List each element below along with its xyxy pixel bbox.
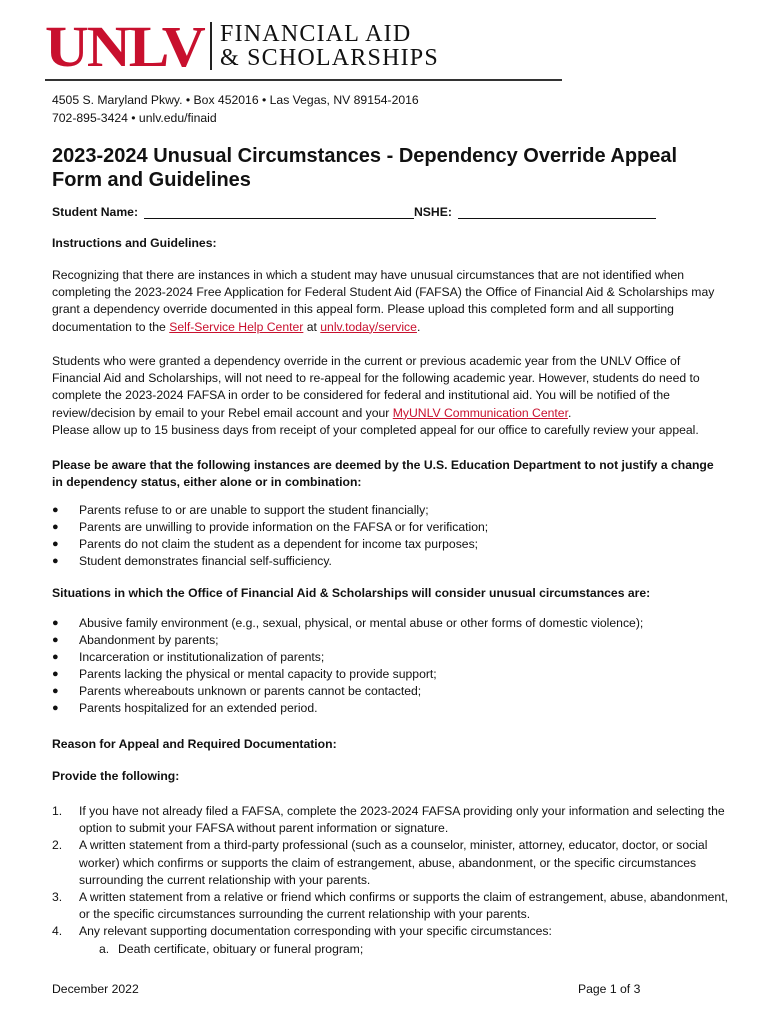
consider-list [52,615,732,717]
substep-item [52,941,732,958]
list-item [52,536,732,553]
student-name-field[interactable] [144,208,414,219]
service-url-link[interactable]: unlv.today/service [320,319,417,334]
instructions-heading: Instructions and Guidelines: [52,236,217,250]
logo-text [220,22,439,70]
student-name-label: Student Name: [52,205,138,219]
step-number: 4. [52,924,63,939]
bullet-glyph: ● [52,668,59,680]
override-paragraph [52,353,724,439]
list-item-text: Student demonstrates financial self-sufficiency. [79,554,332,568]
list-item [52,519,732,536]
provide-heading: Provide the following: [52,769,180,783]
list-item-text: Parents hospitalized for an extended period. [79,701,318,715]
list-item [52,700,732,717]
bullet-glyph: ● [52,555,59,567]
header-rule [45,79,562,81]
step-text: A written statement from a relative or friend which confirms or supports the claim of estrangement, abuse, abandonment, or the specific circumstances surrounding the current relationship with your parents. [79,890,728,922]
bullet-glyph: ● [52,617,59,629]
bullet-glyph: ● [52,634,59,646]
bullet-glyph: ● [52,504,59,516]
nshe-field[interactable] [458,208,656,219]
intro-text: Recognizing that there are instances in which a student may have unusual circumstances that are not identified when completing the 2023-2024 Free Application for Federal Student Aid (FAFSA) the Office of Financial Aid & Scholarships may grant a dependency override documented in this appeal form. Please upload this completed form and all supporting documentation to the [52,268,715,334]
student-info-row [52,205,656,219]
logo-mark: UNLV [45,14,204,79]
address-line: 4505 S. Maryland Pkwy. • Box 452016 • Las Vegas, NV 89154-2016 [52,93,419,107]
list-item [52,632,732,649]
step-item [52,837,732,889]
substep-letter: a. [99,941,110,956]
list-item-text: Parents are unwilling to provide information on the FAFSA or for verification; [79,520,489,534]
override-text: Students who were granted a dependency override in the current or previous academic year from the UNLV Office of Financial Aid and Scholarships, will not need to re-appeal for the following academic year. However, students do need to complete the 2023-2024 FAFSA in order to be considered for federal and institutional aid. You will be notified of the review/decision by email to your Rebel email account and your [52,354,700,420]
step-item [52,923,732,940]
list-item-text: Parents do not claim the student as a dependent for income tax purposes; [79,537,479,551]
reason-heading: Reason for Appeal and Required Documentation: [52,737,337,751]
review-time-text: Please allow up to 15 business days from receipt of your completed appeal for our office to carefully review your appeal. [52,422,699,437]
step-number: 1. [52,804,63,818]
contact-line: 702-895-3424 • unlv.edu/finaid [52,111,217,125]
step-text: Any relevant supporting documentation corresponding with your specific circumstances: [79,924,552,939]
list-item-text: Abandonment by parents; [79,633,219,647]
list-item [52,683,732,700]
self-service-link[interactable]: Self-Service Help Center [169,319,304,334]
logo-line-1: FINANCIAL AID [220,21,412,47]
list-item-text: Incarceration or institutionalization of parents; [79,650,325,664]
footer-page-number: Page 1 of 3 [578,982,641,996]
step-number: 2. [52,838,63,853]
intro-paragraph [52,267,724,336]
list-item-text: Parents refuse to or are unable to support the student financially; [79,503,429,517]
page-title: 2023-2024 Unusual Circumstances - Dependency Override Appeal Form and Guidelines [52,145,678,191]
step-text: If you have not already filed a FAFSA, complete the 2023-2024 FAFSA providing only your information and selecting the option to submit your FAFSA without parent information or signature. [79,804,725,836]
logo-divider [210,22,212,70]
list-item [52,666,732,683]
footer-date: December 2022 [52,982,139,996]
list-item [52,502,732,519]
consider-heading: Situations in which the Office of Financial Aid & Scholarships will consider unusual circumstances are: [52,586,651,600]
step-item [52,889,732,923]
list-item [52,553,732,570]
logo-line-2: & SCHOLARSHIPS [220,45,439,71]
list-item-text: Parents lacking the physical or mental capacity to provide support; [79,667,437,681]
not-justify-list [52,502,732,570]
bullet-glyph: ● [52,521,59,533]
not-justify-heading: Please be aware that the following instances are deemed by the U.S. Education Department to not justify a change in dependency status, either alone or in combination: [52,458,714,489]
step-number: 3. [52,890,63,905]
bullet-glyph: ● [52,685,59,697]
list-item [52,615,732,632]
intro-text-mid: at [303,319,321,334]
override-text-end: . [567,405,572,420]
bullet-glyph: ● [52,702,59,714]
step-item [52,803,732,837]
intro-text-end: . [416,319,421,334]
communication-center-link[interactable]: MyUNLV Communication Center [392,405,568,420]
list-item-text: Abusive family environment (e.g., sexual, physical, or mental abuse or other forms of domestic violence); [79,616,644,630]
bullet-glyph: ● [52,651,59,663]
bullet-glyph: ● [52,538,59,550]
unlv-logo [45,14,439,79]
step-text: A written statement from a third-party professional (such as a counselor, minister, attorney, educator, doctor, or social worker) which confirms or supports the claim of estrangement, abuse, abandonment, or the specific circumstances surrounding the current relationship with your parents. [79,838,708,887]
list-item [52,649,732,666]
steps-list [52,803,732,958]
nshe-label: NSHE: [414,205,452,219]
substep-text: Death certificate, obituary or funeral program; [118,941,364,956]
list-item-text: Parents whereabouts unknown or parents cannot be contacted; [79,684,422,698]
